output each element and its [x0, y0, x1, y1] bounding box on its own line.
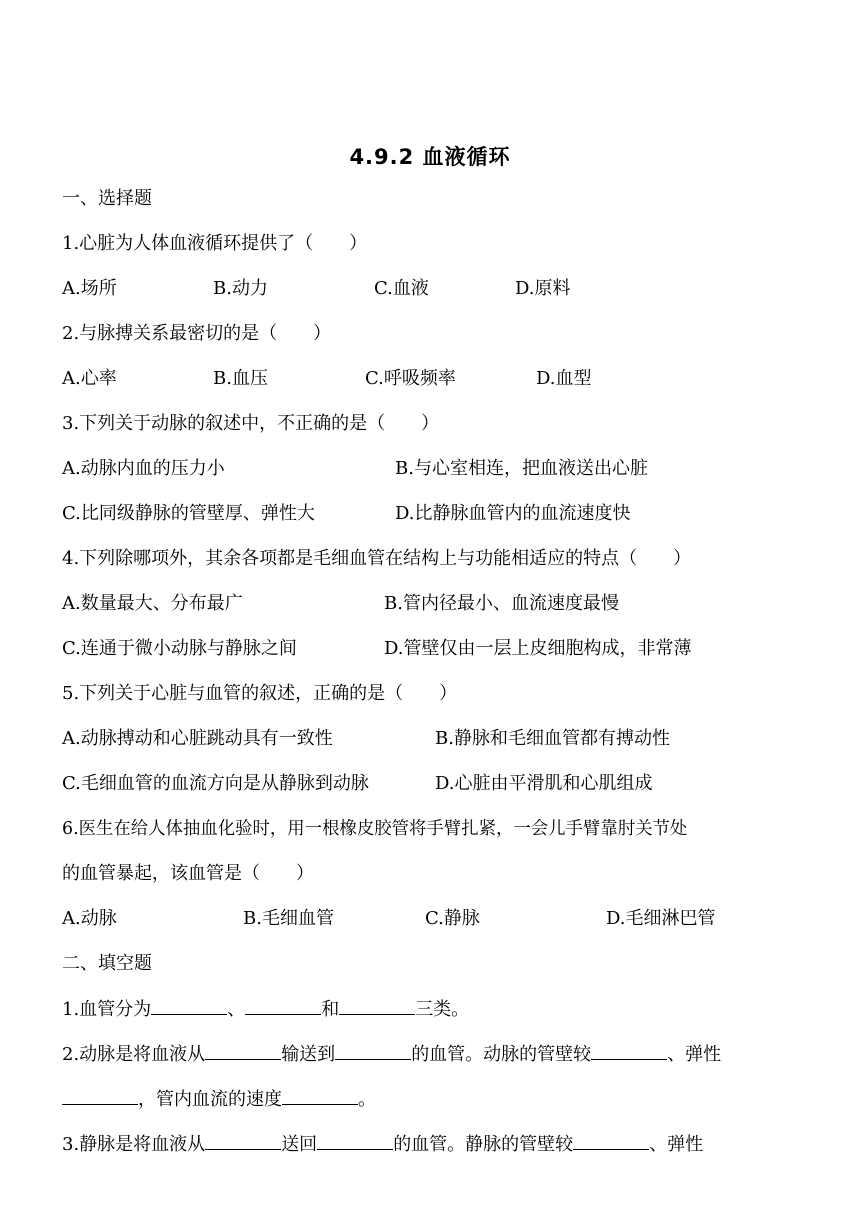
answer-blank[interactable] [335, 1041, 411, 1060]
question-6-stem-line-2: 的血管暴起，该血管是（ ） [62, 863, 314, 884]
q1-option-c: C.血液 [374, 278, 429, 299]
fill-q1-text-b: 、 [227, 999, 246, 1020]
fill-q3-text-c: 的血管。静脉的管壁较 [393, 1134, 574, 1155]
q5-option-a: A.动脉搏动和心脏跳动具有一致性 [62, 728, 333, 749]
q4-option-a: A.数量最大、分布最广 [62, 593, 243, 614]
fill-question-3 [62, 1131, 703, 1158]
fill-q3-text-b: 送回 [281, 1134, 318, 1155]
fill-q1-text-d: 三类。 [415, 999, 470, 1020]
answer-blank[interactable] [573, 1131, 649, 1150]
answer-blank[interactable] [62, 1086, 138, 1105]
answer-blank[interactable] [339, 996, 415, 1015]
q1-option-d: D.原料 [515, 278, 571, 299]
answer-blank[interactable] [205, 1041, 281, 1060]
answer-blank[interactable] [245, 996, 321, 1015]
fill-question-2-line-1 [62, 1041, 721, 1068]
fill-q3-text-a: 3.静脉是将血液从 [62, 1134, 206, 1155]
q6-option-a: A.动脉 [62, 908, 117, 929]
fill-q2-text-c: 的血管。动脉的管壁较 [411, 1044, 592, 1065]
fill-q1-text-a: 1.血管分为 [62, 999, 152, 1020]
q6-option-c: C.静脉 [425, 908, 480, 929]
q3-option-a: A.动脉内血的压力小 [62, 458, 225, 479]
fill-question-1 [62, 996, 469, 1023]
q6-option-d: D.毛细淋巴管 [606, 908, 716, 929]
answer-blank[interactable] [591, 1041, 667, 1060]
fill-question-2-line-2 [62, 1086, 376, 1113]
question-1-stem: 1.心脏为人体血液循环提供了（ ） [62, 233, 368, 254]
fill-q1-text-c: 和 [321, 999, 340, 1020]
q5-option-c: C.毛细血管的血流方向是从静脉到动脉 [62, 773, 369, 794]
question-4-stem: 4.下列除哪项外，其余各项都是毛细血管在结构上与功能相适应的特点（ ） [62, 548, 692, 569]
q6-option-b: B.毛细血管 [243, 908, 334, 929]
fill-q2-text-b: 输送到 [281, 1044, 336, 1065]
answer-blank[interactable] [282, 1086, 358, 1105]
question-6-stem-line-1: 6.医生在给人体抽血化验时，用一根橡皮胶管将手臂扎紧，一会儿手臂靠肘关节处 [62, 819, 688, 839]
question-2-stem: 2.与脉搏关系最密切的是（ ） [62, 323, 332, 344]
q1-option-b: B.动力 [213, 278, 268, 299]
q2-option-c: C.呼吸频率 [365, 368, 456, 389]
question-3-stem: 3.下列关于动脉的叙述中，不正确的是（ ） [62, 413, 440, 434]
answer-blank[interactable] [205, 1131, 281, 1150]
q4-option-d: D.管壁仅由一层上皮细胞构成，非常薄 [384, 638, 692, 659]
section-heading-fill: 二、填空题 [62, 953, 152, 974]
fill-q2-text-e: ，管内血流的速度 [138, 1089, 282, 1110]
fill-q2-text-d: 、弹性 [667, 1044, 722, 1065]
q2-option-b: B.血压 [213, 368, 268, 389]
q3-option-c: C.比同级静脉的管壁厚、弹性大 [62, 503, 315, 524]
q5-option-d: D.心脏由平滑肌和心肌组成 [435, 773, 653, 794]
fill-q2-text-f: 。 [358, 1089, 376, 1110]
answer-blank[interactable] [151, 996, 227, 1015]
question-5-stem: 5.下列关于心脏与血管的叙述，正确的是（ ） [62, 683, 458, 704]
section-heading-choice: 一、选择题 [62, 188, 152, 209]
fill-q2-text-a: 2.动脉是将血液从 [62, 1044, 206, 1065]
fill-q3-text-d: 、弹性 [649, 1134, 704, 1155]
q1-option-a: A.场所 [62, 278, 117, 299]
q5-option-b: B.静脉和毛细血管都有搏动性 [435, 728, 670, 749]
answer-blank[interactable] [317, 1131, 393, 1150]
q4-option-b: B.管内径最小、血流速度最慢 [384, 593, 619, 614]
page-title: 4.9.2 血液循环 [349, 145, 511, 169]
q3-option-d: D.比静脉血管内的血流速度快 [395, 503, 631, 524]
q2-option-a: A.心率 [62, 368, 117, 389]
q4-option-c: C.连通于微小动脉与静脉之间 [62, 638, 297, 659]
q2-option-d: D.血型 [536, 368, 592, 389]
q3-option-b: B.与心室相连，把血液送出心脏 [395, 458, 648, 479]
